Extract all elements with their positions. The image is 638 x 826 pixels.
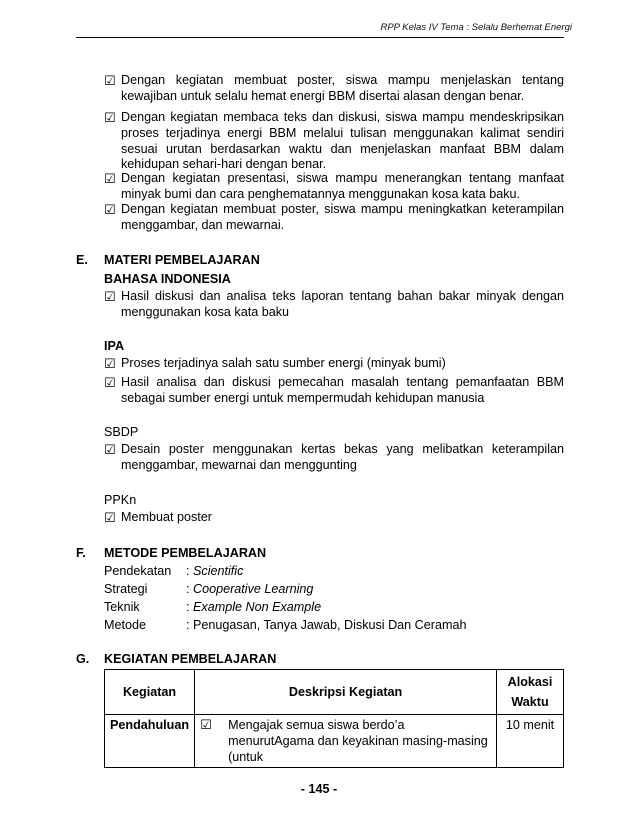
section-g-letter: G. [76, 652, 90, 666]
header-divider [76, 37, 564, 38]
ipa-heading: IPA [104, 339, 125, 353]
header-alokasi: Alokasi Waktu [497, 670, 564, 715]
cell-kegiatan: Pendahuluan [105, 715, 195, 768]
checkbox-icon: ☑ [104, 73, 116, 88]
objective-item [104, 110, 564, 173]
checkbox-icon: ☑ [104, 510, 116, 525]
ppkn-item-text: Membuat poster [121, 510, 212, 524]
ipa-item [104, 356, 564, 372]
ppkn-item [104, 510, 564, 526]
method-label: Pendekatan [104, 564, 172, 578]
ipa-item [104, 375, 564, 407]
section-f-letter: F. [76, 546, 86, 560]
running-header: RPP Kelas IV Tema : Selalu Berhemat Energi [380, 22, 572, 33]
sbdp-heading: SBDP [104, 425, 139, 439]
method-label: Strategi [104, 582, 148, 596]
checkbox-icon: ☑ [104, 375, 116, 390]
objective-item [104, 202, 564, 234]
method-value: : Cooperative Learning [186, 582, 314, 596]
checkbox-icon: ☑ [104, 289, 116, 304]
sbdp-item [104, 442, 564, 474]
objective-text: Dengan kegiatan membuat poster, siswa mampu menjelaskan tentang kewajiban untuk selalu hemat energi BBM disertai alasan dengan benar. [121, 73, 564, 103]
ipa-item-text: Hasil analisa dan diskusi pemecahan masalah tentang pemanfaatan BBM sebagai sumber energi untuk mempermudah kehidupan manusia [121, 375, 564, 405]
section-g-title: KEGIATAN PEMBELAJARAN [104, 652, 277, 666]
checkbox-icon: ☑ [104, 442, 116, 457]
cell-deskripsi: Mengajak semua siswa berdo’a menurutAgama dan keyakinan masing-masing (untuk [223, 715, 496, 768]
method-label: Metode [104, 618, 147, 632]
method-value: : Penugasan, Tanya Jawab, Diskusi Dan Ceramah [186, 618, 467, 632]
header-deskripsi: Deskripsi Kegiatan [195, 670, 497, 715]
bahasa-heading: BAHASA INDONESIA [104, 272, 231, 286]
checkbox-icon: ☑ [104, 356, 116, 371]
bahasa-item-text: Hasil diskusi dan analisa teks laporan tentang bahan bakar minyak dengan menggunakan kosa kata baku [121, 289, 564, 319]
page-number: - 145 - [300, 782, 338, 796]
section-e-letter: E. [76, 253, 88, 267]
cell-waktu: 10 menit [497, 715, 564, 768]
checkbox-icon: ☑ [195, 715, 224, 768]
objective-item [104, 73, 564, 105]
objective-text: Dengan kegiatan membuat poster, siswa mampu meningkatkan keterampilan menggambar, dan mewarnai. [121, 202, 564, 232]
bahasa-item [104, 289, 564, 321]
activities-table [104, 669, 564, 768]
method-value: : Example Non Example [186, 600, 322, 614]
section-e-title: MATERI PEMBELAJARAN [104, 253, 260, 267]
method-value: : Scientific [186, 564, 244, 578]
objective-text: Dengan kegiatan presentasi, siswa mampu menerangkan tentang manfaat minyak bumi dan cara penghematannya menggunakan kosa kata baku. [121, 171, 564, 201]
table-header-row [105, 670, 564, 715]
checkbox-icon: ☑ [104, 110, 116, 125]
checkbox-icon: ☑ [104, 202, 116, 217]
ppkn-heading: PPKn [104, 493, 137, 507]
table-row [105, 715, 564, 768]
header-kegiatan: Kegiatan [105, 670, 195, 715]
checkbox-icon: ☑ [104, 171, 116, 186]
sbdp-item-text: Desain poster menggunakan kertas bekas yang melibatkan keterampilan menggambar, mewarnai dan menggunting [121, 442, 564, 472]
method-label: Teknik [104, 600, 140, 614]
objective-item [104, 171, 564, 203]
objective-text: Dengan kegiatan membaca teks dan diskusi, siswa mampu mendeskripsikan proses terjadinya energi BBM melalui tulisan menggunakan kalimat sendiri sesuai urutan berdasarkan waktu dan menjelaskan manfaat BBM dalam kehidupan sehari-hari dengan benar. [121, 110, 564, 172]
section-f-title: METODE PEMBELAJARAN [104, 546, 267, 560]
ipa-item-text: Proses terjadinya salah satu sumber energi (minyak bumi) [121, 356, 446, 370]
